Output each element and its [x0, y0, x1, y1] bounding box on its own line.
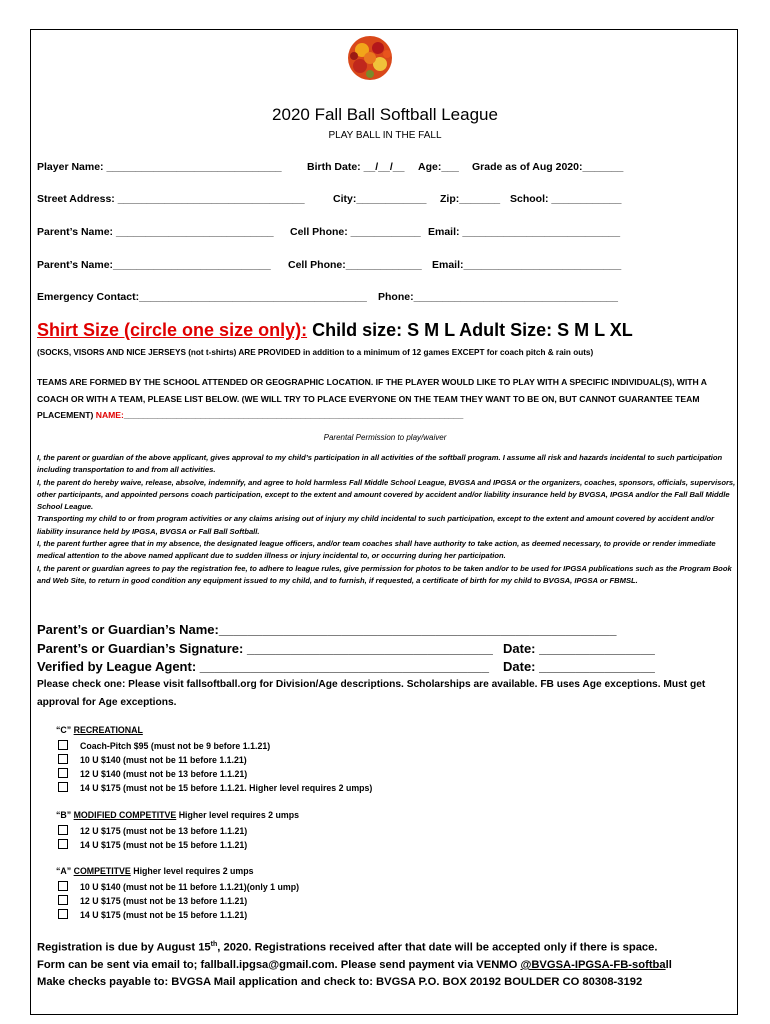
- option-label: 12 U $175 (must not be 13 before 1.1.21): [80, 896, 248, 906]
- group-c-heading: [56, 725, 143, 735]
- group-b-prefix: “B”: [56, 810, 74, 820]
- checkbox-icon[interactable]: [58, 754, 68, 764]
- list-item[interactable]: [58, 881, 299, 892]
- guardian-signature-field[interactable]: Parent’s or Guardian’s Signature: __________________________________: [37, 641, 493, 656]
- signature-date-field[interactable]: Date: ________________: [503, 641, 655, 656]
- teams-name-field[interactable]: _______________________________________________________________________: [123, 410, 464, 420]
- checkbox-icon[interactable]: [58, 768, 68, 778]
- page-subtitle: PLAY BALL IN THE FALL: [328, 130, 442, 141]
- list-item[interactable]: [58, 825, 247, 836]
- deadline-text: Registration is due by August 15: [37, 941, 211, 954]
- payment-text-end: ll: [665, 959, 672, 971]
- waiver-paragraph: I, the parent or guardian agrees to pay the registration fee, to adhere to league rules, give permission for photos to be taken and/or to be used for IPGSA publications such as the Program Book and Web Site, to return in good condition any equipment issued to my child, and to furnish, if requested, a certificate of birth for my child to BVGSA, IPGSA or FBMSL.: [37, 563, 732, 585]
- checkbox-icon[interactable]: [58, 839, 68, 849]
- teams-name-label: NAME:: [93, 410, 124, 420]
- phone-field[interactable]: Phone:___________________________________: [378, 291, 618, 303]
- group-a-name: COMPETITVE: [73, 866, 131, 876]
- deadline-text-rest: , 2020. Registrations received after that date will be accepted only if there is space.: [217, 941, 658, 954]
- option-label: 14 U $175 (must not be 15 before 1.1.21. Higher level requires 2 umps): [80, 783, 373, 793]
- group-a-heading: [56, 866, 254, 876]
- deadline-sup: th: [210, 941, 218, 948]
- school-field[interactable]: School: ____________: [510, 193, 622, 205]
- payment-text: Form can be sent via email to; fallball.ipgsa@gmail.com. Please send payment via VENMO: [37, 959, 521, 971]
- teams-paragraph: [37, 374, 737, 424]
- emergency-contact-field[interactable]: Emergency Contact:_______________________________________: [37, 291, 367, 303]
- teams-text: TEAMS ARE FORMED BY THE SCHOOL ATTENDED OR GEOGRAPHIC LOCATION. IF THE PLAYER WOULD LIKE TO PLAY WITH A SPECIFIC INDIVIDUAL(S), WITH A COACH OR WITH A TEAM, PLEASE LIST BELOW. (WE WILL TRY TO PLACE EVERYONE ON THE TEAM THEY WANT TO BE ON, BUT CANNOT GUARANTEE TEAM PLACEMENT): [37, 377, 707, 420]
- grade-field[interactable]: Grade as of Aug 2020:_______: [472, 161, 624, 173]
- option-label: Coach-Pitch $95 (must not be 9 before 1.1.21): [80, 741, 271, 751]
- shirt-size-label: Shirt Size (circle one size only):: [37, 320, 308, 340]
- checkbox-icon[interactable]: [58, 909, 68, 919]
- option-label: 12 U $175 (must not be 13 before 1.1.21): [80, 826, 248, 836]
- mailing-address: Make checks payable to: BVGSA Mail application and check to: BVGSA P.O. BOX 20192 BOULDER CO 80308-3192: [37, 976, 643, 988]
- parent-name-field-1[interactable]: Parent’s Name: ___________________________: [37, 226, 274, 238]
- group-c-prefix: “C”: [56, 725, 74, 735]
- registration-deadline: [37, 941, 657, 954]
- page-title: 2020 Fall Ball Softball League: [272, 105, 498, 124]
- cell-phone-field-1[interactable]: Cell Phone: ____________: [290, 226, 421, 238]
- option-label: 12 U $140 (must not be 13 before 1.1.21): [80, 769, 248, 779]
- list-item[interactable]: [58, 754, 247, 765]
- agent-date-field[interactable]: Date: ________________: [503, 659, 655, 674]
- waiver-paragraph: Transporting my child to or from program activities or any claims arising out of injury my child incidental to such participation, except to the extent and amount covered by accident and/or liability insurance held by IPGSA, BVGSA or Fall Ball Softball.: [37, 514, 715, 536]
- street-address-field[interactable]: Street Address: ________________________________: [37, 193, 305, 205]
- checkbox-icon[interactable]: [58, 881, 68, 891]
- cell-phone-field-2[interactable]: Cell Phone:_____________: [288, 259, 422, 271]
- group-b-name: MODIFIED COMPETITVE: [73, 810, 177, 820]
- parent-name-field-2[interactable]: Parent’s Name:___________________________: [37, 259, 271, 271]
- zip-field[interactable]: Zip:_______: [440, 193, 501, 205]
- list-item[interactable]: [58, 782, 372, 793]
- option-label: 14 U $175 (must not be 15 before 1.1.21): [80, 840, 248, 850]
- checkbox-icon[interactable]: [58, 825, 68, 835]
- softball-logo-icon: [340, 34, 400, 82]
- waiver-title: Parental Permission to play/waiver: [323, 433, 447, 442]
- option-label: 10 U $140 (must not be 11 before 1.1.21)(only 1 ump): [80, 882, 300, 892]
- waiver-text: [37, 452, 737, 587]
- waiver-paragraph: I, the parent further agree that in my absence, the designated league officers, and/or team coaches shall have authority to take action, as deemed necessary, to provide or render immediate medical attention to the above named applicant due to sudden illness or injury incidental to, or occurring during her participation.: [37, 539, 716, 561]
- group-b-suffix: Higher level requires 2 umps: [176, 810, 299, 820]
- group-c-name: RECREATIONAL: [73, 725, 143, 735]
- venmo-link[interactable]: @BVGSA-IPGSA-FB-softba: [520, 959, 666, 971]
- list-item[interactable]: [58, 839, 247, 850]
- guardian-name-field[interactable]: Parent’s or Guardian’s Name:_______________________________________________________: [37, 622, 617, 637]
- shirt-size-options[interactable]: Child size: S M L Adult Size: S M L XL: [307, 320, 633, 340]
- player-name-field[interactable]: Player Name: ______________________________: [37, 161, 282, 173]
- payment-info: [37, 959, 672, 971]
- email-field-2[interactable]: Email:___________________________: [432, 259, 622, 271]
- check-one-instructions: Please check one: Please visit fallsoftball.org for Division/Age descriptions. Scholarships are available. FB uses Age exceptions. Must get approval for Age exceptions.: [37, 679, 706, 708]
- shirt-size-line: [37, 320, 633, 341]
- waiver-paragraph: I, the parent or guardian of the above applicant, gives approval to my child’s participation in all activities of the softball program. I assume all risk and hazards incidental to such participation including transportation to and from all activities.: [37, 453, 723, 475]
- option-label: 14 U $175 (must not be 15 before 1.1.21): [80, 910, 248, 920]
- shirt-note: (SOCKS, VISORS AND NICE JERSEYS (not t-shirts) ARE PROVIDED in addition to a minimum of 12 games EXCEPT for coach pitch & rain outs): [37, 348, 594, 357]
- list-item[interactable]: [58, 768, 247, 779]
- group-a-suffix: Higher level requires 2 umps: [130, 866, 254, 876]
- group-a-prefix: “A”: [56, 866, 74, 876]
- checkbox-icon[interactable]: [58, 782, 68, 792]
- list-item[interactable]: [58, 909, 247, 920]
- list-item[interactable]: [58, 740, 270, 751]
- checkbox-icon[interactable]: [58, 895, 68, 905]
- group-b-heading: [56, 810, 299, 820]
- age-field[interactable]: Age:___: [418, 161, 459, 173]
- city-field[interactable]: City:____________: [333, 193, 427, 205]
- checkbox-icon[interactable]: [58, 740, 68, 750]
- league-agent-field[interactable]: Verified by League Agent: ________________________________________: [37, 659, 489, 674]
- option-label: 10 U $140 (must not be 11 before 1.1.21): [80, 755, 247, 765]
- list-item[interactable]: [58, 895, 247, 906]
- birth-date-field[interactable]: Birth Date: __/__/__: [307, 161, 405, 173]
- email-field-1[interactable]: Email: ___________________________: [428, 226, 621, 238]
- waiver-paragraph: I, the parent do hereby waive, release, absolve, indemnify, and agree to hold harmless Fall Middle School League, BVGSA and IPGSA or the organizers, coaches, sponsors, officials, supervisors, other participants, and appointed persons coach participation, except to the extent and amount covered by accident and/or liability insurance held by BVGSA, IPGSA and/or the Fall Ball Middle School League.: [37, 477, 736, 512]
